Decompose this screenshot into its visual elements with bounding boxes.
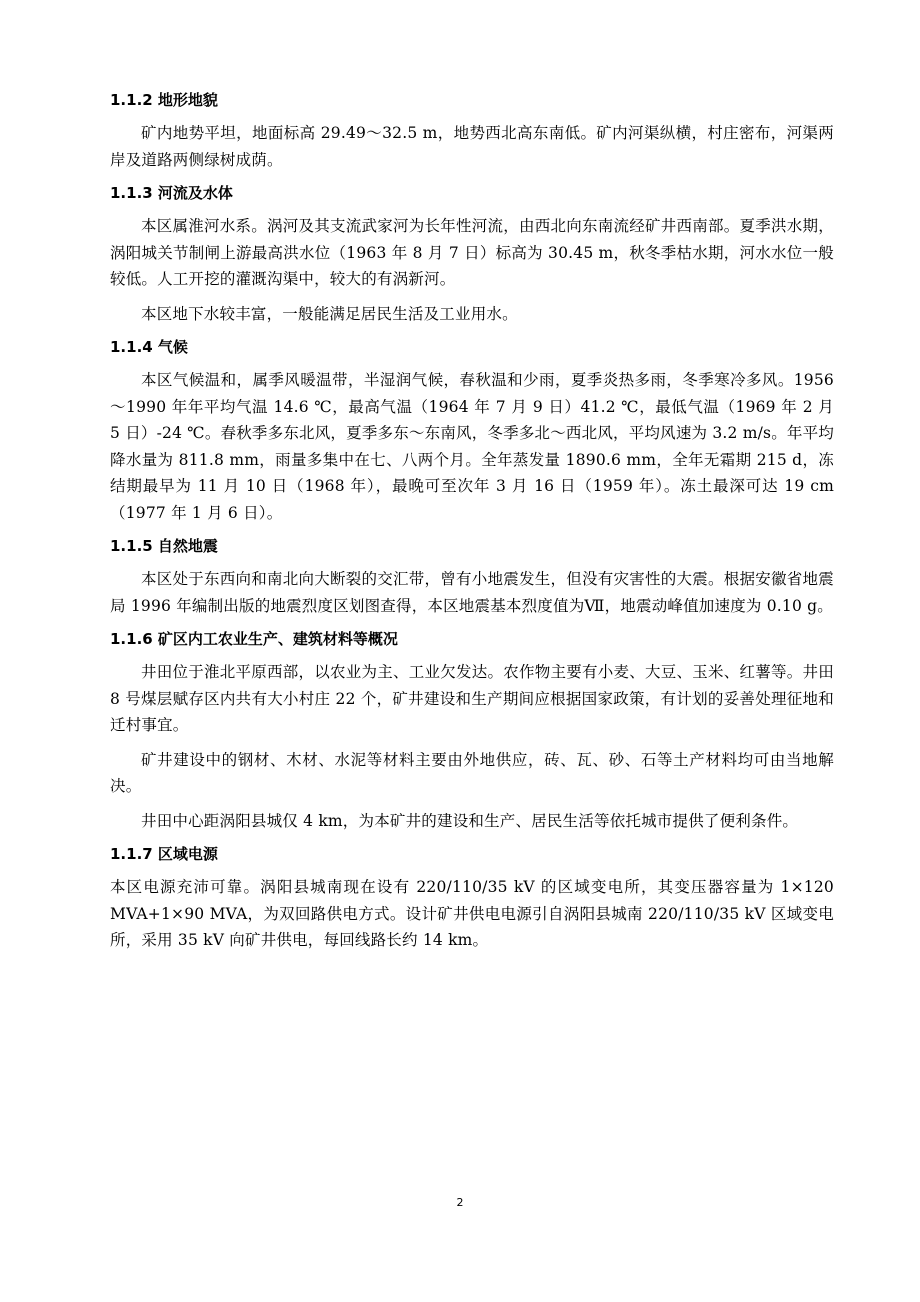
section-earthquake bbox=[110, 534, 834, 619]
section-industry-agriculture bbox=[110, 627, 834, 834]
section-heading: 1.1.4 气候 bbox=[110, 338, 188, 356]
paragraph: 矿井建设中的钢材、木材、水泥等材料主要由外地供应，砖、瓦、砂、石等土产材料均可由当地解决。 bbox=[110, 750, 834, 795]
paragraph: 本区属淮河水系。涡河及其支流武家河为长年性河流，由西北向东南流经矿井西南部。夏季洪水期，涡阳城关节制闸上游最高洪水位（1963 年 8 月 7 日）标高为 30.45 m，秋冬季枯水期，河水水位一般较低。人工开挖的灌溉沟渠中，较大的有涡新河。 bbox=[110, 217, 834, 288]
paragraph: 本区气候温和，属季风暖温带，半湿润气候，春秋温和少雨，夏季炎热多雨，冬季寒冷多风。1956～1990 年年平均气温 14.6 ℃，最高气温（1964 年 7 月 9 日）41.2 ℃，最低气温（1969 年 2 月 5 日）-24 ℃。春秋季多东北风，夏季多东～东南风，冬季多北～西北风，平均风速为 3.2 m/s。年平均降水量为 811.8 mm，雨量多集中在七、八两个月。全年蒸发量 1890.6 mm，全年无霜期 215 d，冻结期最早为 11 月 10 日（1968 年），最晚可至次年 3 月 16 日（1959 年）。冻土最深可达 19 cm（1977 年 1 月 6 日）。 bbox=[110, 371, 834, 522]
section-terrain bbox=[110, 88, 834, 173]
paragraph: 井田位于淮北平原西部，以农业为主、工业欠发达。农作物主要有小麦、大豆、玉米、红薯等。井田 8 号煤层赋存区内共有大小村庄 22 个，矿井建设和生产期间应根据国家政策，有计划的妥善处理征地和迁村事宜。 bbox=[110, 663, 834, 734]
paragraph: 本区地下水较丰富，一般能满足居民生活及工业用水。 bbox=[141, 304, 518, 323]
page-number: 2 bbox=[456, 1196, 464, 1209]
section-power-supply bbox=[110, 842, 834, 954]
document-body bbox=[110, 88, 834, 962]
paragraph: 本区电源充沛可靠。涡阳县城南现在设有 220/110/35 kV 的区域变电所，其变压器容量为 1×120 MVA+1×90 MVA，为双回路供电方式。设计矿井供电电源引自涡阳县城南 220/110/35 kV 区域变电所，采用 35 kV 向矿井供电，每回线路长约 14 km。 bbox=[110, 878, 834, 949]
section-heading: 1.1.5 自然地震 bbox=[110, 537, 218, 555]
section-rivers bbox=[110, 181, 834, 327]
paragraph: 本区处于东西向和南北向大断裂的交汇带，曾有小地震发生，但没有灾害性的大震。根据安徽省地震局 1996 年编制出版的地震烈度区划图查得，本区地震基本烈度值为Ⅶ，地震动峰值加速度为 0.10 g。 bbox=[110, 570, 834, 615]
paragraph: 井田中心距涡阳县城仅 4 km，为本矿井的建设和生产、居民生活等依托城市提供了便利条件。 bbox=[141, 811, 799, 830]
section-heading: 1.1.3 河流及水体 bbox=[110, 184, 233, 202]
paragraph: 矿内地势平坦，地面标高 29.49～32.5 m，地势西北高东南低。矿内河渠纵横，村庄密布，河渠两岸及道路两侧绿树成荫。 bbox=[110, 124, 834, 169]
section-heading: 1.1.7 区域电源 bbox=[110, 845, 218, 863]
section-heading: 1.1.6 矿区内工农业生产、建筑材料等概况 bbox=[110, 630, 398, 648]
section-heading: 1.1.2 地形地貌 bbox=[110, 91, 218, 109]
section-climate bbox=[110, 335, 834, 526]
